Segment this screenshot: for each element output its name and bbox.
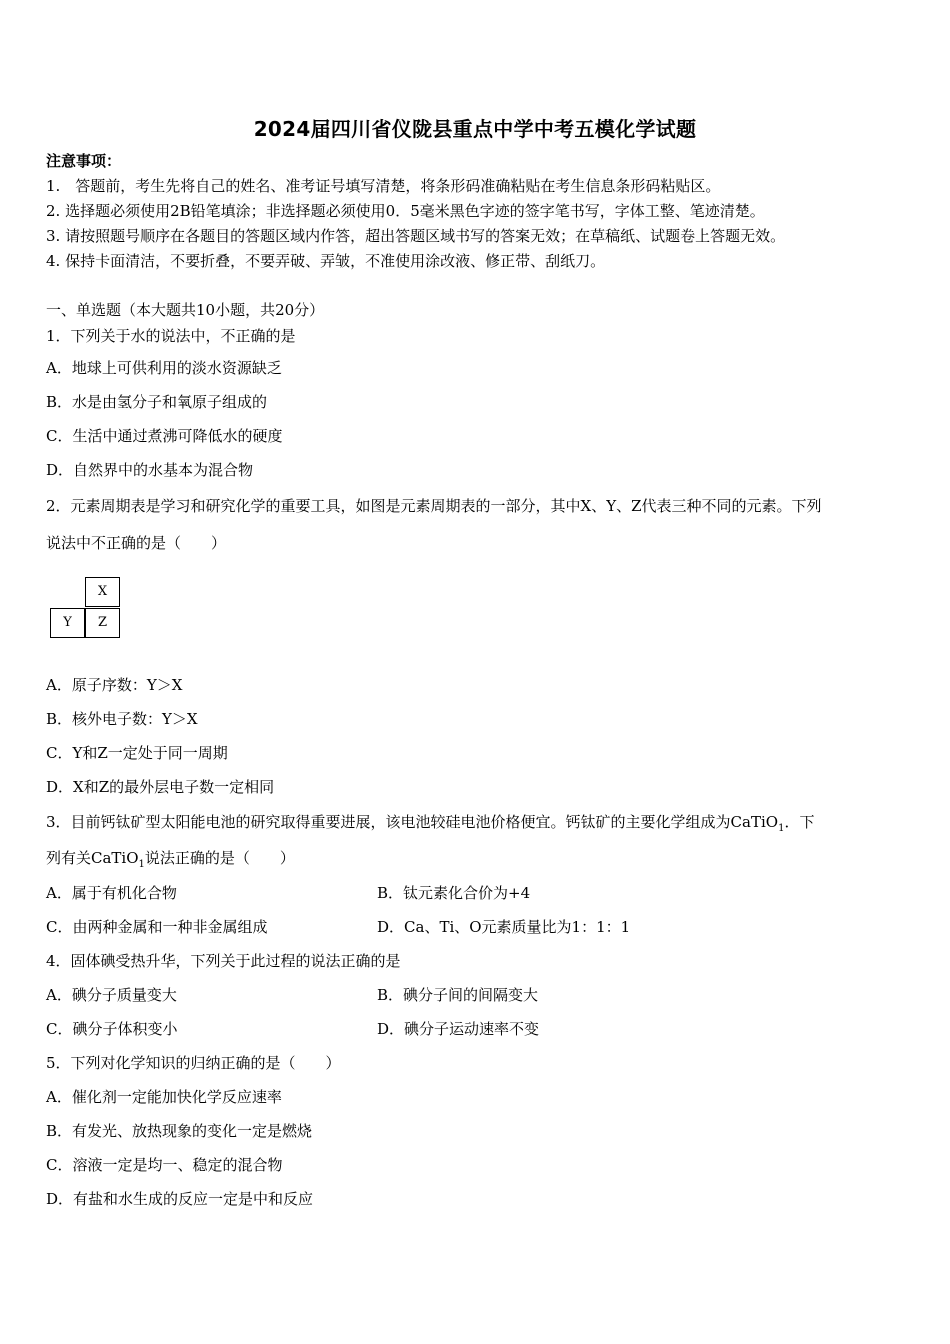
q2-stem-line2: 说法中不正确的是（ ） xyxy=(46,534,227,552)
q4-stem: 4．固体碘受热升华，下列关于此过程的说法正确的是 xyxy=(46,952,401,970)
element-cell-z: Z xyxy=(85,608,120,638)
q4-option-d: D．碘分子运动速率不变 xyxy=(377,1020,540,1038)
q3-option-a: A．属于有机化合物 xyxy=(46,884,177,902)
q1-stem: 1．下列关于水的说法中，不正确的是 xyxy=(46,327,296,345)
q5-option-b: B．有发光、放热现象的变化一定是燃烧 xyxy=(46,1122,313,1140)
q5-option-c: C．溶液一定是均一、稳定的混合物 xyxy=(46,1156,283,1174)
q3-option-c: C．由两种金属和一种非金属组成 xyxy=(46,918,268,936)
q4-option-a: A．碘分子质量变大 xyxy=(46,986,177,1004)
notice-item-3: 3. 请按照题号顺序在各题目的答题区域内作答，超出答题区域书写的答案无效；在草稿纸、试题卷上答题无效。 xyxy=(46,227,786,245)
q3-stem-line1-text: 3．目前钙钛矿型太阳能电池的研究取得重要进展，该电池较硅电池价格便宜。钙钛矿的主要化学组成为CaTiO xyxy=(46,813,779,831)
q3-stem-line2 xyxy=(46,848,295,868)
q3-stem-line2-text: 列有关CaTiO xyxy=(46,849,139,867)
notice-item-4: 4. 保持卡面清洁，不要折叠，不要弄破、弄皱，不准使用涂改液、修正带、刮纸刀。 xyxy=(46,252,606,270)
q5-option-a: A．催化剂一定能加快化学反应速率 xyxy=(46,1088,282,1106)
q1-option-c: C．生活中通过煮沸可降低水的硬度 xyxy=(46,427,283,445)
q2-option-b: B．核外电子数：Y＞X xyxy=(46,710,198,728)
q1-option-b: B．水是由氢分子和氧原子组成的 xyxy=(46,393,268,411)
notice-item-2: 2. 选择题必须使用2B铅笔填涂；非选择题必须使用0．5毫米黑色字迹的签字笔书写，字体工整、笔迹清楚。 xyxy=(46,202,765,220)
q1-option-d: D．自然界中的水基本为混合物 xyxy=(46,461,254,479)
element-cell-y: Y xyxy=(50,608,85,638)
q1-option-a: A．地球上可供利用的淡水资源缺乏 xyxy=(46,359,282,377)
q3-option-b: B．钛元素化合价为+4 xyxy=(377,884,531,902)
q2-stem-line1: 2．元素周期表是学习和研究化学的重要工具，如图是元素周期表的一部分，其中X、Y、Z代表三种不同的元素。下列 xyxy=(46,497,822,515)
q3-formula-subscript-1: 1 xyxy=(778,823,785,834)
q3-stem-line1 xyxy=(46,812,814,832)
notice-heading: 注意事项： xyxy=(46,152,122,170)
q5-option-d: D．有盐和水生成的反应一定是中和反应 xyxy=(46,1190,314,1208)
page-title: 2024届四川省仪陇县重点中学中考五模化学试题 xyxy=(253,117,697,141)
q3-stem-line2-tail: 说法正确的是（ ） xyxy=(144,849,295,867)
q4-option-b: B．碘分子间的间隔变大 xyxy=(377,986,539,1004)
element-cell-x: X xyxy=(85,577,120,607)
q4-option-c: C．碘分子体积变小 xyxy=(46,1020,178,1038)
section-heading: 一、单选题（本大题共10小题，共20分） xyxy=(46,301,325,319)
q3-stem-line1-tail: ．下 xyxy=(784,813,815,831)
q5-stem: 5．下列对化学知识的归纳正确的是（ ） xyxy=(46,1054,341,1072)
q2-option-d: D．X和Z的最外层电子数一定相同 xyxy=(46,778,275,796)
q2-option-c: C．Y和Z一定处于同一周期 xyxy=(46,744,228,762)
q3-formula-subscript-2: 1 xyxy=(138,859,145,870)
q2-option-a: A．原子序数：Y＞X xyxy=(46,676,183,694)
notice-item-1: 1. 答题前，考生先将自己的姓名、准考证号填写清楚，将条形码准确粘贴在考生信息条形码粘贴区。 xyxy=(46,177,721,195)
q3-option-d: D．Ca、Ti、O元素质量比为1：1：1 xyxy=(377,918,631,936)
